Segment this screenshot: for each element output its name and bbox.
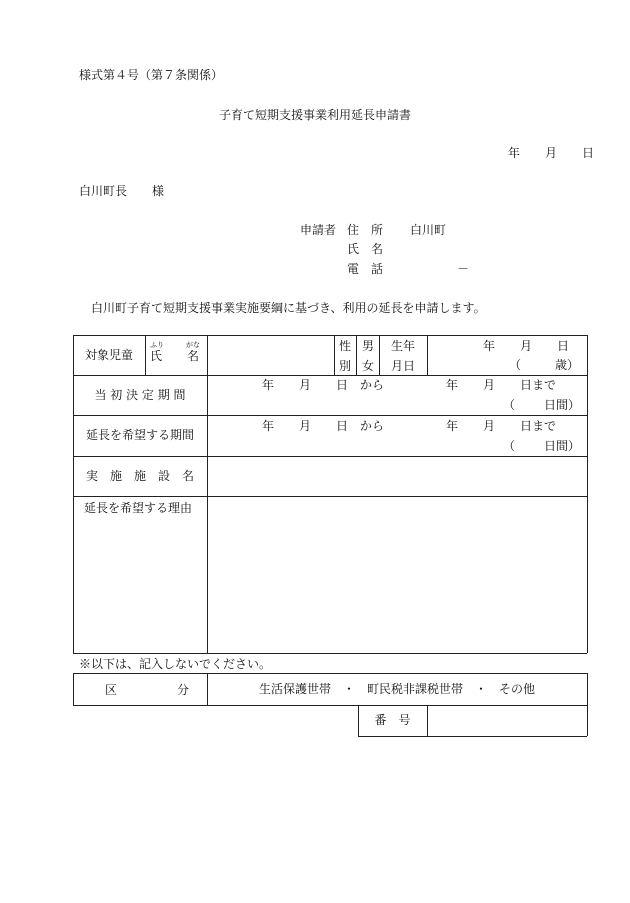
extension-days-open: （ (503, 439, 516, 453)
number-label: 番 号 (374, 713, 411, 727)
initial-until-day: 日まで (520, 378, 557, 392)
extension-from-month: 月 (299, 419, 312, 433)
facility-field[interactable] (209, 458, 585, 494)
initial-period-label: 当 初 決 定 期 間 (94, 387, 186, 402)
extension-until-year: 年 (446, 419, 459, 433)
form-number: 様式第４号（第７条関係） (79, 68, 224, 82)
extension-days-close: 日間） (544, 439, 581, 453)
initial-from-month: 月 (299, 378, 312, 392)
birth-month-label: 月 (520, 339, 533, 353)
initial-days-close: 日間） (544, 398, 581, 412)
addressee-name: 白川町長 (79, 184, 128, 198)
reason-field[interactable] (209, 498, 585, 651)
date-day-label: 日 (582, 146, 595, 160)
category-label-1: 区 (105, 683, 118, 697)
furigana-left: ふり (150, 341, 164, 349)
name-label-2: 名 (187, 349, 200, 363)
initial-from-year: 年 (262, 378, 275, 392)
age-open-paren: （ (509, 358, 522, 372)
sex-label-1: 性 (339, 339, 352, 353)
category-label-2: 分 (177, 683, 190, 697)
initial-days-open: （ (503, 398, 516, 412)
name-label-1: 氏 (150, 349, 163, 363)
facility-label: 実 施 施 設 名 (85, 468, 194, 483)
birth-year-label: 年 (483, 339, 496, 353)
extension-from-day: 日 から (336, 419, 385, 433)
furigana-right: がな (186, 341, 200, 349)
extension-from-year: 年 (262, 419, 275, 433)
number-field[interactable] (429, 707, 585, 734)
extension-until-month: 月 (483, 419, 496, 433)
child-name-field[interactable] (208, 339, 334, 373)
date-year-label: 年 (508, 146, 521, 160)
phone-label: 電 話 (347, 262, 384, 276)
sex-female-option[interactable]: 女 (362, 359, 375, 373)
statement-text: 白川町子育て短期支援事業実施要綱に基づき、利用の延長を申請します。 (91, 301, 486, 315)
name-label: 氏 名 (347, 242, 384, 256)
address-value: 白川町 (410, 223, 447, 237)
birth-day-label: 日 (557, 339, 570, 353)
office-use-note: ※以下は、記入しないでください。 (79, 657, 272, 671)
sex-label-2: 別 (339, 359, 352, 373)
birth-label-1: 生年 (391, 339, 416, 353)
sex-male-option[interactable]: 男 (362, 339, 375, 353)
child-label: 対象児童 (84, 347, 133, 362)
extension-until-day: 日まで (520, 419, 557, 433)
reason-label: 延長を希望する理由 (84, 501, 193, 515)
addressee-honorific: 様 (152, 184, 165, 198)
age-close-label: 歳） (555, 358, 580, 372)
extension-period-label: 延長を希望する期間 (85, 428, 194, 442)
category-options: 生活保護世帯 ・ 町民税非課税世帯 ・ その他 (258, 681, 535, 696)
initial-from-day: 日 から (336, 378, 385, 392)
document-title: 子育て短期支援事業利用延長申請書 (218, 108, 411, 122)
initial-until-year: 年 (446, 378, 459, 392)
date-month-label: 月 (545, 146, 558, 160)
address-label: 住 所 (347, 223, 384, 237)
birth-label-2: 月日 (391, 359, 416, 373)
phone-separator: － (457, 262, 470, 276)
initial-until-month: 月 (483, 378, 496, 392)
applicant-label: 申請者 (300, 223, 337, 237)
